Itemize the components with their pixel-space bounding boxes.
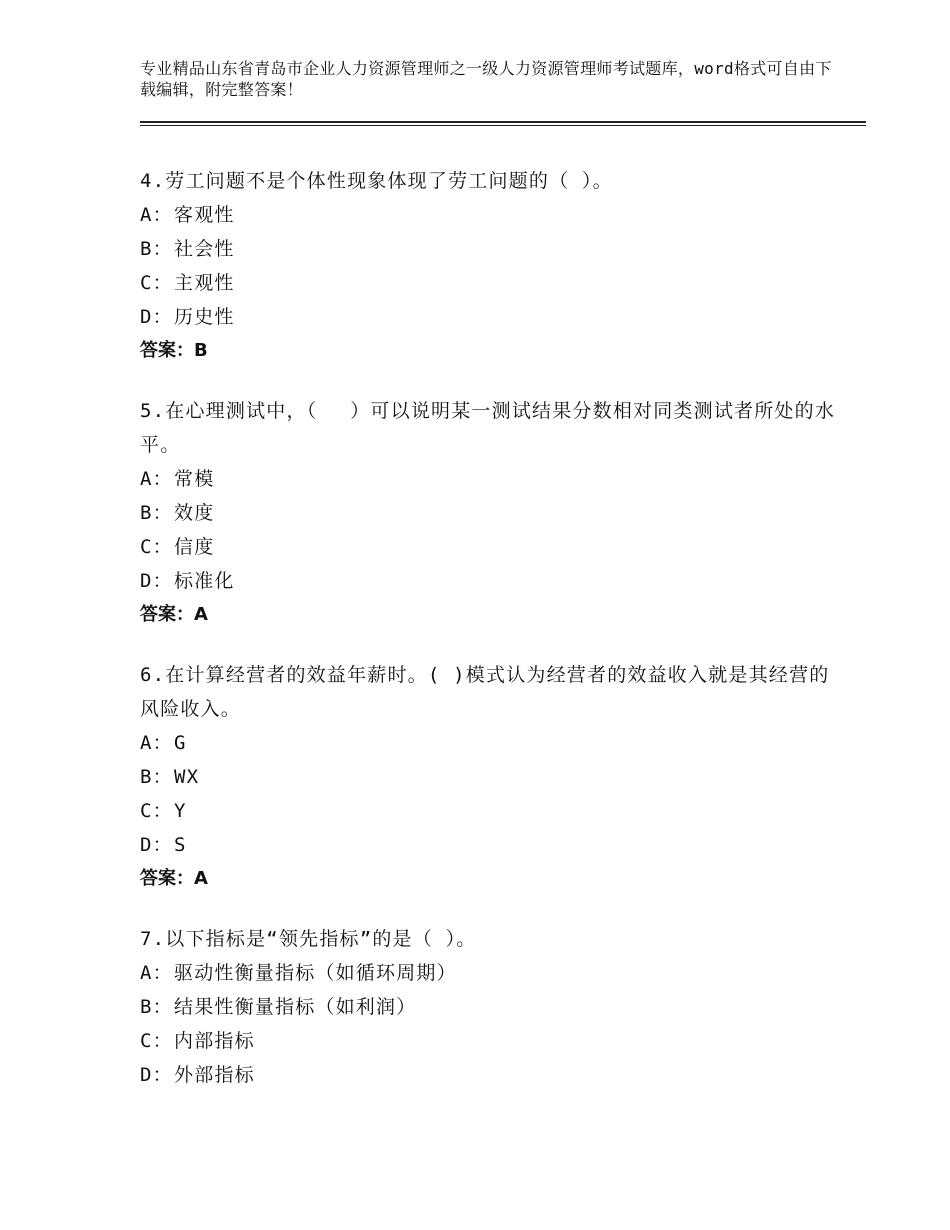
option-a [140,956,840,990]
option-c [140,530,840,564]
option-a [140,726,840,760]
option-text: 外部指标 [174,1064,255,1086]
option-key: B： [140,502,173,524]
option-text: S [174,834,187,856]
option-key: A： [140,204,173,226]
option-text: 结果性衡量指标（如利润） [174,996,417,1018]
option-key: B： [140,766,173,788]
option-b [140,760,840,794]
option-b [140,496,840,530]
option-d [140,564,840,598]
option-key: C： [140,536,173,558]
option-text: 客观性 [174,204,235,226]
option-d [140,300,840,334]
option-text: 效度 [174,502,215,524]
option-key: B： [140,238,173,260]
option-a [140,198,840,232]
option-key: B： [140,996,173,1018]
document-header: 专业精品山东省青岛市企业人力资源管理师之一级人力资源管理师考试题库，word格式可自由下载编辑，附完整答案！ [140,59,832,99]
option-c [140,1024,840,1058]
answer-line: 答案：A [140,868,208,889]
option-text: 常模 [174,468,215,490]
option-text: 历史性 [174,306,235,328]
question-stem: 5.在心理测试中，（ ）可以说明某一测试结果分数相对同类测试者所处的水平。 [140,400,836,456]
option-text: 主观性 [174,272,235,294]
question-7 [140,922,840,1092]
option-text: G [174,732,187,754]
option-text: 标准化 [174,570,235,592]
header-divider-thin [140,125,866,126]
question-stem: 7.以下指标是“领先指标”的是（ ）。 [140,928,477,950]
option-c [140,794,840,828]
question-4 [140,164,840,368]
option-key: C： [140,1030,173,1052]
option-c [140,266,840,300]
option-key: C： [140,272,173,294]
question-5 [140,394,840,632]
option-key: D： [140,570,173,592]
option-key: D： [140,834,173,856]
option-d [140,828,840,862]
option-text: 驱动性衡量指标（如循环周期） [174,962,457,984]
question-6 [140,658,840,896]
option-key: A： [140,962,173,984]
option-a [140,462,840,496]
header-divider-thick [140,121,866,123]
answer-line: 答案：B [140,340,208,361]
option-key: C： [140,800,173,822]
option-text: 社会性 [174,238,235,260]
answer-line: 答案：A [140,604,208,625]
option-text: 信度 [174,536,215,558]
option-d [140,1058,840,1092]
question-list [140,164,840,1118]
option-text: Y [174,800,187,822]
option-key: A： [140,468,173,490]
option-b [140,232,840,266]
question-stem: 6.在计算经营者的效益年薪时。( )模式认为经营者的效益收入就是其经营的风险收入。 [140,664,830,720]
option-key: D： [140,1064,173,1086]
option-b [140,990,840,1024]
option-text: WX [174,766,200,788]
option-key: D： [140,306,173,328]
option-text: 内部指标 [174,1030,255,1052]
option-key: A： [140,732,173,754]
question-stem: 4.劳工问题不是个体性现象体现了劳工问题的（ ）。 [140,170,613,192]
